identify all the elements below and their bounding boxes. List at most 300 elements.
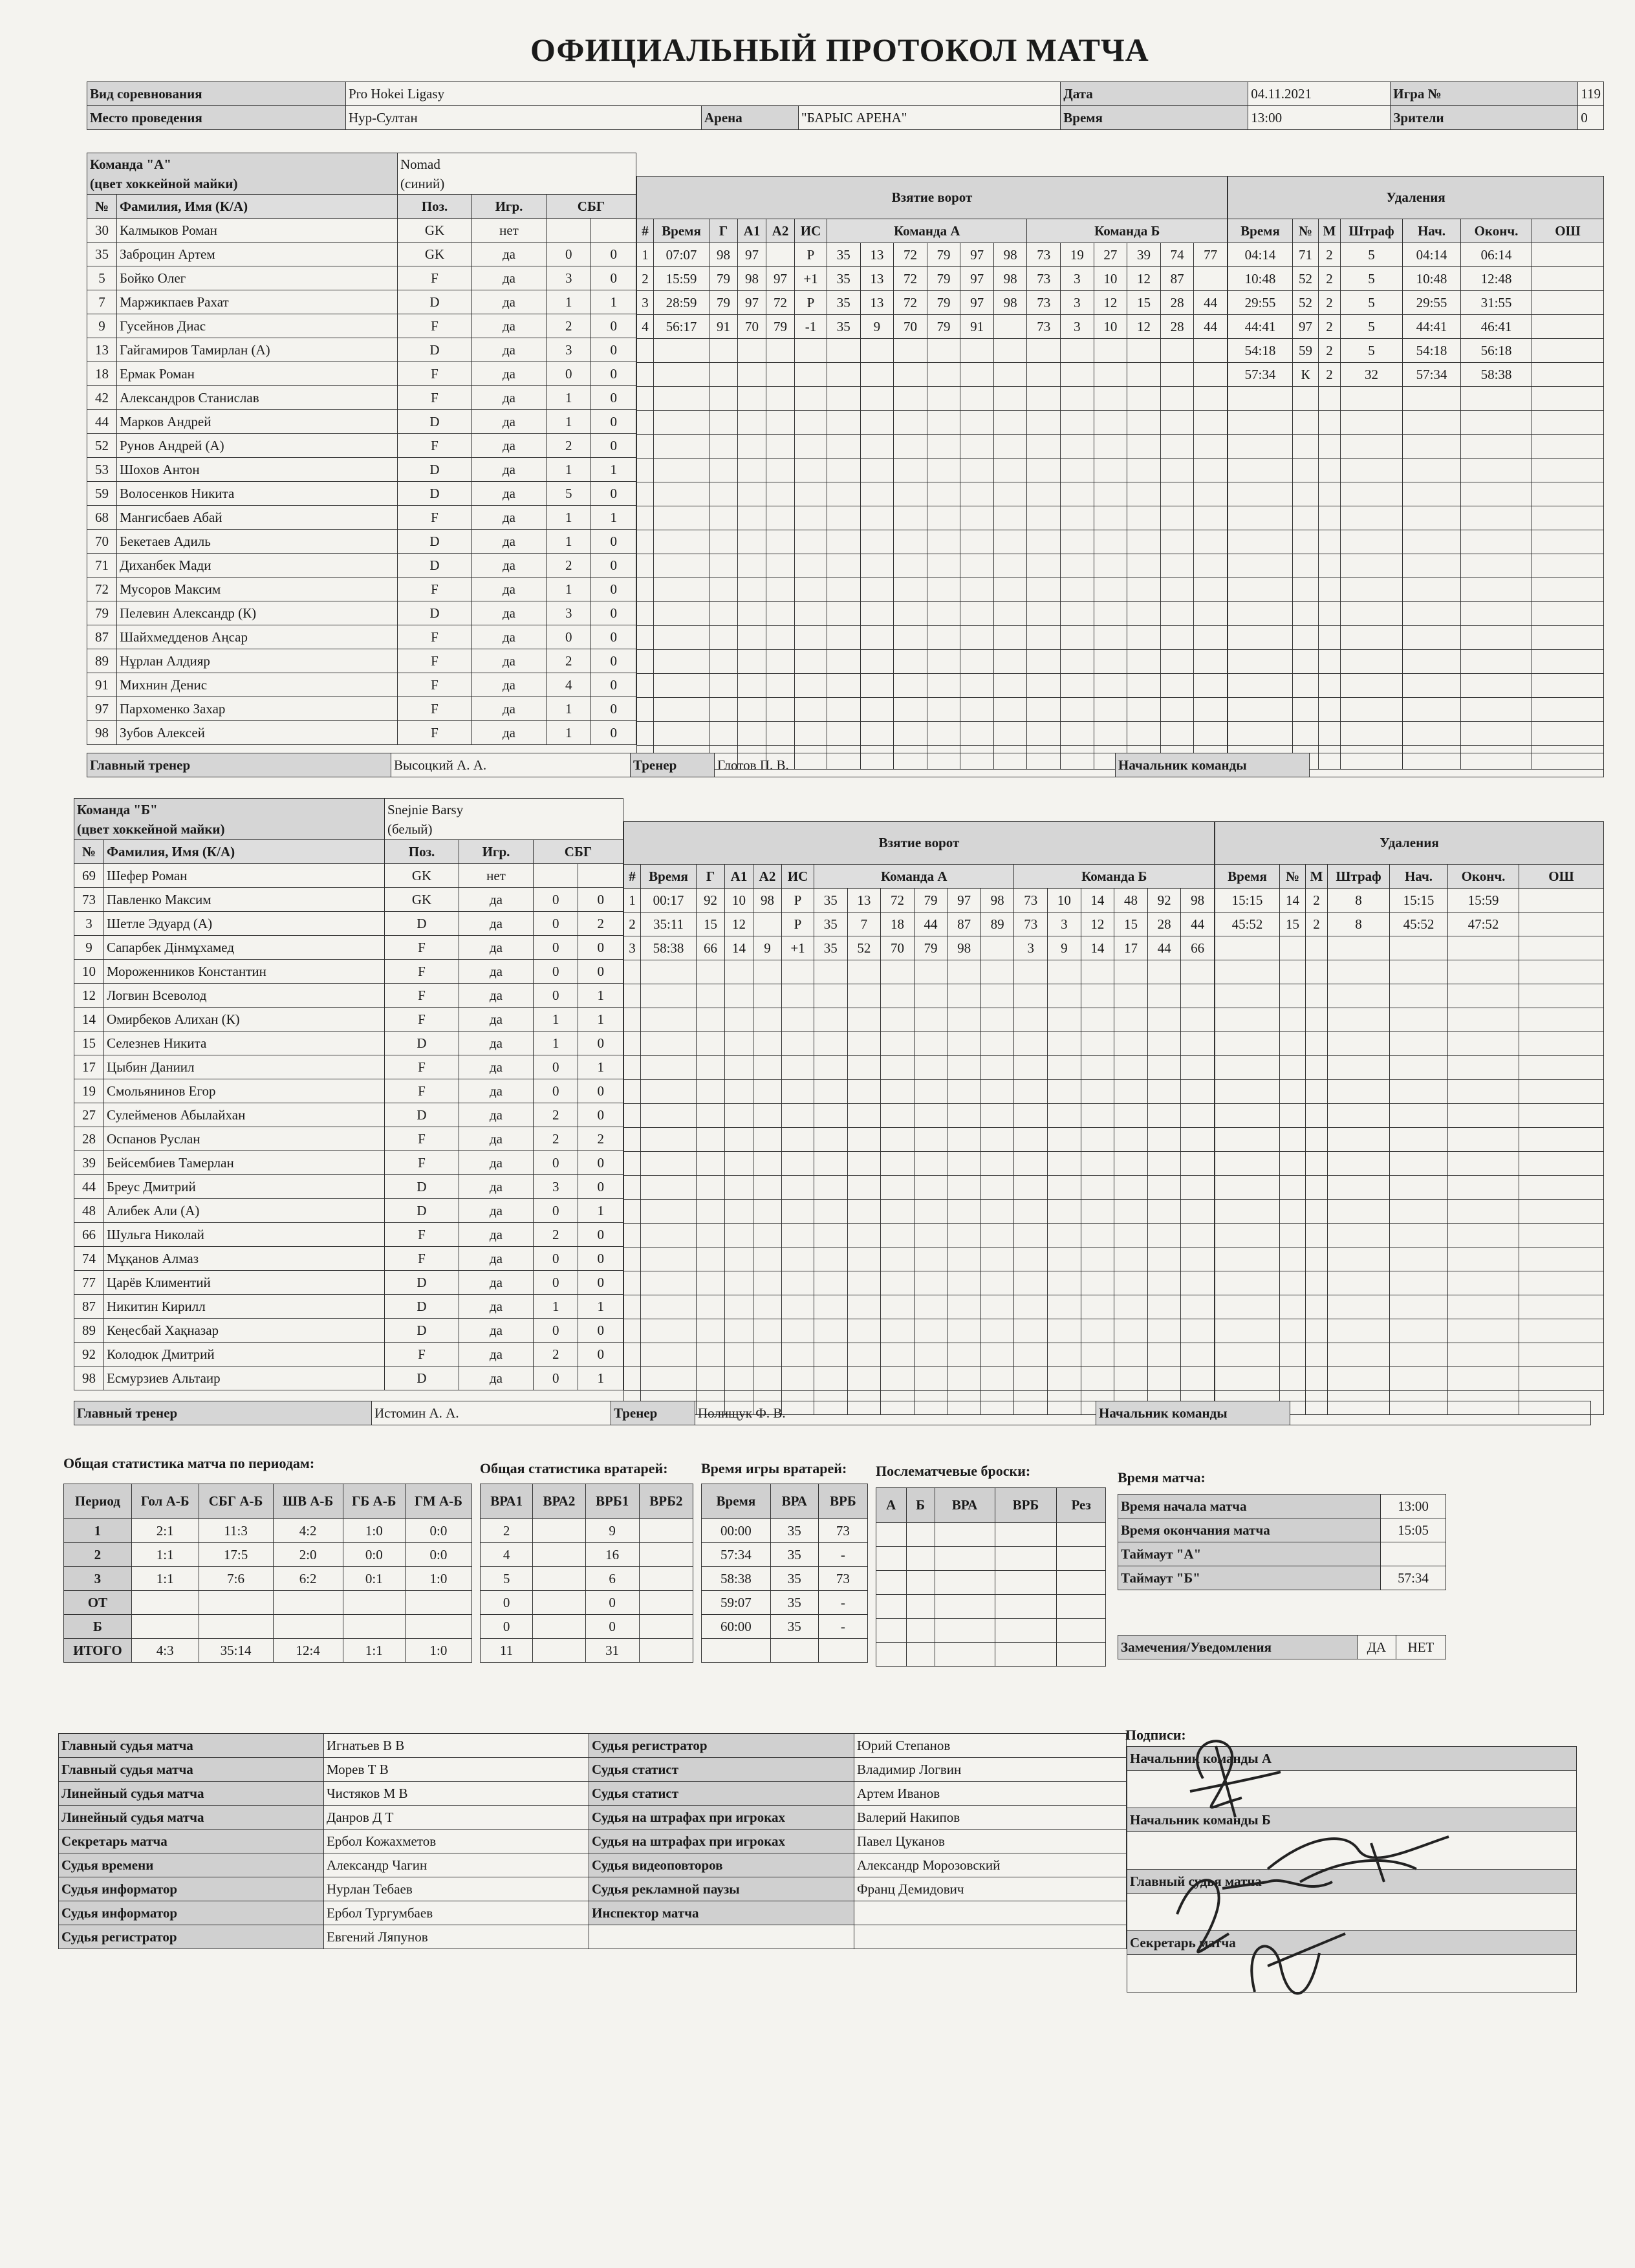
col-a2: А2 [766, 219, 795, 243]
goal-cell [860, 387, 894, 411]
header-cell: ГБ А-Б [343, 1484, 405, 1519]
penalty-cell [1448, 1271, 1519, 1295]
team-a-roster [87, 153, 636, 745]
player-sbg: 2 [534, 1223, 578, 1247]
penalty-cell [1532, 339, 1604, 363]
player-sbg2: 0 [591, 649, 636, 673]
penalty-cell [1306, 1367, 1328, 1391]
goal-cell [960, 363, 994, 387]
player-played: да [459, 1127, 534, 1151]
player-number: 89 [87, 649, 117, 673]
player-sbg2: 1 [591, 290, 636, 314]
goal-cell [697, 984, 725, 1008]
official-name [854, 1925, 1127, 1949]
notes-no[interactable]: НЕТ [1396, 1636, 1446, 1659]
goal-cell: 15 [697, 913, 725, 936]
player-row [87, 434, 636, 458]
goal-cell [1147, 1128, 1181, 1152]
goal-cell [1160, 626, 1194, 650]
player-row [87, 673, 636, 697]
stat-cell [131, 1591, 199, 1615]
player-name: Алибек Али (А) [104, 1199, 385, 1223]
goal-cell: 3 [1061, 315, 1094, 339]
goal-cell [960, 722, 994, 746]
goal-cell [980, 1343, 1014, 1367]
stat-cell [995, 1619, 1057, 1643]
penalty-cell [1306, 984, 1328, 1008]
goal-cell [1048, 1032, 1081, 1056]
stat-cell: 6 [585, 1567, 639, 1591]
player-played: да [472, 578, 547, 601]
goal-cell: 35 [827, 315, 861, 339]
player-number: 14 [74, 1008, 104, 1031]
player-played: да [472, 290, 547, 314]
pens-title: Удаления [1228, 177, 1604, 219]
player-sbg: 0 [534, 912, 578, 936]
penalty-cell [1306, 1319, 1328, 1343]
penalty-cell [1403, 650, 1461, 674]
official-row [59, 1901, 1127, 1925]
goal-cell: 15 [1127, 291, 1161, 315]
goal-cell: 44 [1194, 315, 1228, 339]
goal-cell [795, 674, 827, 698]
goal-row [624, 1152, 1215, 1176]
goal-cell [847, 1176, 881, 1200]
team-chief-value [1310, 753, 1604, 777]
goal-cell [814, 960, 848, 984]
goal-cell [709, 530, 738, 554]
goal-cell [881, 1104, 915, 1128]
goal-cell: 35 [814, 889, 848, 913]
penalty-cell [1228, 506, 1293, 530]
goalie-stats-title: Общая статистика вратарей: [480, 1460, 668, 1476]
goal-cell [1181, 1247, 1215, 1271]
penalty-cell [1390, 1200, 1448, 1224]
goal-cell [1014, 1295, 1048, 1319]
goal-cell [1094, 578, 1127, 602]
player-played: да [459, 984, 534, 1008]
player-sbg: 2 [547, 314, 591, 338]
penalty-cell [1403, 602, 1461, 626]
goal-cell [1014, 1343, 1048, 1367]
player-number: 72 [87, 578, 117, 601]
player-position: D [398, 458, 472, 482]
goal-cell [814, 1271, 848, 1295]
stat-cell [935, 1547, 995, 1571]
player-number: 69 [74, 864, 104, 888]
goal-cell [980, 1104, 1014, 1128]
goal-cell: 3 [1061, 291, 1094, 315]
player-position: D [398, 530, 472, 554]
stat-cell: 12:4 [273, 1639, 343, 1663]
goal-cell [725, 1032, 753, 1056]
penalty-cell [1228, 554, 1293, 578]
goal-cell [1014, 960, 1048, 984]
stat-cell [533, 1615, 585, 1639]
goal-cell: +1 [795, 267, 827, 291]
penalty-cell [1532, 506, 1604, 530]
penalty-cell [1293, 530, 1319, 554]
goal-row [637, 554, 1228, 578]
penalty-cell [1403, 387, 1461, 411]
notes-yes[interactable]: ДА [1358, 1636, 1396, 1659]
goal-cell: Р [795, 243, 827, 267]
player-sbg: 2 [547, 649, 591, 673]
stat-cell: 35 [770, 1567, 818, 1591]
goal-cell [993, 363, 1027, 387]
shootout-table [876, 1487, 1106, 1667]
penalty-cell [1280, 1295, 1306, 1319]
goal-cell [927, 506, 960, 530]
goal-cell [993, 578, 1027, 602]
goal-cell: 73 [1027, 291, 1061, 315]
official-role: Линейный судья матча [59, 1782, 324, 1806]
official-name: Артем Иванов [854, 1782, 1127, 1806]
goal-cell [1048, 1176, 1081, 1200]
goal-cell [795, 626, 827, 650]
penalty-cell [1215, 1319, 1280, 1343]
penalty-cell: 5 [1341, 267, 1403, 291]
stat-cell [995, 1643, 1057, 1667]
goal-cell [782, 1343, 814, 1367]
header-cell: Время [702, 1484, 771, 1519]
goal-cell: 3 [1061, 267, 1094, 291]
penalty-row [1228, 411, 1604, 435]
goal-cell [1048, 1056, 1081, 1080]
goal-cell [1147, 960, 1181, 984]
goal-cell [960, 387, 994, 411]
goal-cell [927, 626, 960, 650]
goal-cell [894, 554, 927, 578]
col-gnum: # [624, 865, 641, 889]
stat-cell [906, 1643, 935, 1667]
stat-cell [876, 1595, 907, 1619]
goal-cell [847, 1056, 881, 1080]
penalty-cell [1319, 674, 1341, 698]
goal-cell [725, 1104, 753, 1128]
goal-cell [993, 339, 1027, 363]
goal-cell [766, 650, 795, 674]
goal-row [624, 1128, 1215, 1152]
goal-cell: 19 [1061, 243, 1094, 267]
penalty-cell [1228, 435, 1293, 459]
player-sbg2: 1 [578, 1199, 623, 1223]
goal-cell [641, 1080, 697, 1104]
penalty-cell [1215, 1367, 1280, 1391]
penalty-row [1228, 291, 1604, 315]
goal-cell [782, 1200, 814, 1224]
goal-cell [1194, 650, 1228, 674]
penalty-cell [1306, 1343, 1328, 1367]
player-name: Сапарбек Дінмұхамед [104, 936, 385, 960]
goal-cell [827, 626, 861, 650]
stat-cell [533, 1543, 585, 1567]
date-value: 04.11.2021 [1248, 82, 1391, 106]
coach-value: Полищук Ф. В. [695, 1401, 1096, 1425]
penalty-cell [1328, 1295, 1390, 1319]
penalty-row [1215, 1176, 1604, 1200]
goalie-stat-row [481, 1639, 693, 1663]
penalty-cell [1390, 1104, 1448, 1128]
player-row [87, 266, 636, 290]
goal-cell [709, 411, 738, 435]
goal-cell [894, 650, 927, 674]
goalie-time-row [702, 1639, 868, 1663]
penalty-cell [1280, 1343, 1306, 1367]
col-gtime: Время [654, 219, 709, 243]
penalty-cell: 15 [1280, 913, 1306, 936]
player-played: нет [459, 864, 534, 888]
time-value: 13:00 [1248, 106, 1391, 130]
goal-cell [914, 960, 947, 984]
player-position: F [385, 1008, 459, 1031]
goal-cell [827, 363, 861, 387]
goal-cell [1061, 530, 1094, 554]
goal-cell [753, 1008, 782, 1032]
goal-cell [782, 1080, 814, 1104]
penalty-cell: 45:52 [1390, 913, 1448, 936]
stat-cell [876, 1547, 907, 1571]
goal-cell: 1 [637, 243, 654, 267]
goal-cell [637, 411, 654, 435]
goal-cell [827, 387, 861, 411]
goal-cell: 72 [766, 291, 795, 315]
penalty-cell [1519, 1224, 1604, 1247]
penalty-cell [1448, 1152, 1519, 1176]
goal-cell [1114, 1271, 1148, 1295]
goal-cell [894, 602, 927, 626]
goal-cell [725, 1367, 753, 1391]
goal-cell [960, 482, 994, 506]
goal-cell [641, 1152, 697, 1176]
goal-cell [1160, 650, 1194, 674]
stat-cell: 35 [770, 1615, 818, 1639]
player-played: да [459, 1199, 534, 1223]
goal-cell [654, 339, 709, 363]
goal-cell [814, 1224, 848, 1247]
penalty-cell: К [1293, 363, 1319, 387]
goal-cell: 39 [1127, 243, 1161, 267]
goal-row [637, 722, 1228, 746]
goal-cell: 73 [1014, 889, 1048, 913]
player-name: Марков Андрей [117, 410, 398, 434]
player-position: D [398, 338, 472, 362]
player-number: 12 [74, 984, 104, 1008]
stat-cell [906, 1619, 935, 1643]
goal-cell [1160, 459, 1194, 482]
goal-cell [1160, 554, 1194, 578]
goal-cell [753, 1176, 782, 1200]
goalie-time-row [702, 1591, 868, 1615]
player-row [74, 1271, 623, 1295]
player-sbg2: 0 [591, 625, 636, 649]
goal-cell [1147, 1247, 1181, 1271]
goal-cell: 13 [860, 291, 894, 315]
goal-cell [881, 1367, 915, 1391]
header-cell: Период [64, 1484, 132, 1519]
official-name [854, 1901, 1127, 1925]
goal-cell: 98 [993, 267, 1027, 291]
signature-team-b [1268, 1837, 1449, 1882]
header-cell: Гол А-Б [131, 1484, 199, 1519]
goal-cell [766, 698, 795, 722]
shootout-title: Послематчевые броски: [876, 1463, 1031, 1479]
goal-cell [947, 1056, 981, 1080]
penalty-row [1228, 243, 1604, 267]
goal-cell [814, 1080, 848, 1104]
goal-cell [1094, 506, 1127, 530]
goal-cell [753, 1128, 782, 1152]
penalty-cell [1390, 1295, 1448, 1319]
goal-cell [960, 459, 994, 482]
stat-cell: 31 [585, 1639, 639, 1663]
goal-cell [1081, 1271, 1114, 1295]
goal-cell [738, 339, 766, 363]
head-coach-label: Главный тренер [87, 753, 391, 777]
goal-cell [624, 1271, 641, 1295]
penalty-row [1215, 1271, 1604, 1295]
player-sbg2: 0 [591, 314, 636, 338]
player-position: D [385, 1175, 459, 1199]
player-number: 73 [74, 888, 104, 912]
player-position: F [385, 984, 459, 1008]
penalty-cell: 46:41 [1461, 315, 1532, 339]
goal-cell [1081, 1343, 1114, 1367]
stat-cell: 59:07 [702, 1591, 771, 1615]
official-row [59, 1877, 1127, 1901]
goalie-stat-row [481, 1615, 693, 1639]
goal-cell [894, 339, 927, 363]
goal-cell [738, 554, 766, 578]
penalty-cell [1519, 1343, 1604, 1367]
goal-cell [1061, 506, 1094, 530]
player-number: 79 [87, 601, 117, 625]
goal-cell: 28:59 [654, 291, 709, 315]
goal-cell [1081, 960, 1114, 984]
goal-cell [881, 1176, 915, 1200]
header-cell: СБГ А-Б [199, 1484, 273, 1519]
goal-cell [795, 698, 827, 722]
goal-cell [1094, 435, 1127, 459]
goal-cell [847, 960, 881, 984]
penalty-cell [1341, 578, 1403, 602]
officials-table [58, 1733, 1127, 1949]
player-sbg: 1 [534, 1031, 578, 1055]
player-position: D [385, 1103, 459, 1127]
penalty-cell [1319, 482, 1341, 506]
penalty-cell [1228, 530, 1293, 554]
stat-cell [935, 1595, 995, 1619]
official-row [59, 1734, 1127, 1758]
arena-value: "БАРЫС АРЕНА" [799, 106, 1061, 130]
player-number: 92 [74, 1343, 104, 1366]
goal-cell [709, 554, 738, 578]
goal-row [624, 1247, 1215, 1271]
goal-cell [738, 674, 766, 698]
goal-cell: 98 [753, 889, 782, 913]
goal-cell: 7 [847, 913, 881, 936]
signature-label: Начальник команды А [1127, 1747, 1577, 1771]
player-name: Зубов Алексей [117, 721, 398, 745]
player-sbg2: 2 [578, 912, 623, 936]
goal-cell [947, 1367, 981, 1391]
goal-cell [697, 1152, 725, 1176]
goal-cell [1048, 1247, 1081, 1271]
stat-cell: 9 [585, 1519, 639, 1543]
goal-cell [960, 674, 994, 698]
penalty-cell: 2 [1306, 889, 1328, 913]
goal-cell: 79 [927, 315, 960, 339]
goal-cell [1081, 1295, 1114, 1319]
goal-cell [1127, 722, 1161, 746]
goal-cell [947, 1104, 981, 1128]
team-b-name: Snejnie Barsy (белый) [385, 799, 623, 840]
player-sbg: 0 [534, 1079, 578, 1103]
notes-table [1118, 1635, 1446, 1659]
player-played: да [472, 697, 547, 721]
stat-cell: 1:1 [131, 1567, 199, 1591]
goal-cell [894, 506, 927, 530]
goal-cell: 97 [738, 243, 766, 267]
goal-cell [654, 363, 709, 387]
player-position: GK [385, 864, 459, 888]
player-sbg2: 1 [578, 984, 623, 1008]
goal-cell [1114, 1343, 1148, 1367]
official-role: Судья рекламной паузы [589, 1877, 854, 1901]
penalty-cell [1519, 1295, 1604, 1319]
player-position: D [385, 1271, 459, 1295]
goal-cell [624, 1080, 641, 1104]
official-name: Морев Т В [324, 1758, 589, 1782]
stat-cell: ИТОГО [64, 1639, 132, 1663]
player-row [74, 960, 623, 984]
player-sbg: 0 [547, 243, 591, 266]
penalty-cell [1390, 1343, 1448, 1367]
goal-cell [654, 722, 709, 746]
goal-cell [1194, 554, 1228, 578]
match-time-label: Таймаут "Б" [1118, 1566, 1381, 1590]
goal-cell [894, 459, 927, 482]
penalty-cell [1228, 602, 1293, 626]
goal-cell [709, 363, 738, 387]
goal-cell [947, 1152, 981, 1176]
player-played: да [459, 1343, 534, 1366]
goal-row [637, 506, 1228, 530]
goal-cell [947, 1128, 981, 1152]
header-cell: ВРБ [818, 1484, 867, 1519]
goal-cell [1094, 387, 1127, 411]
goal-cell [697, 1367, 725, 1391]
penalty-cell [1461, 459, 1532, 482]
penalty-cell [1215, 1008, 1280, 1032]
col-played: Игр. [459, 840, 534, 864]
goal-cell: 35 [814, 913, 848, 936]
goal-cell [947, 1200, 981, 1224]
goal-cell [860, 530, 894, 554]
player-number: 89 [74, 1319, 104, 1343]
penalty-cell [1280, 1367, 1306, 1391]
player-played: да [459, 1271, 534, 1295]
goal-cell [947, 1032, 981, 1056]
team-chief-label: Начальник команды [1116, 753, 1310, 777]
goal-cell: 79 [927, 243, 960, 267]
goal-cell [1027, 530, 1061, 554]
goal-cell: 15 [1114, 913, 1148, 936]
col-team-a: Команда А [814, 865, 1014, 889]
player-sbg2: 0 [578, 1103, 623, 1127]
goal-cell [960, 554, 994, 578]
head-coach-value: Высоцкий А. А. [391, 753, 631, 777]
